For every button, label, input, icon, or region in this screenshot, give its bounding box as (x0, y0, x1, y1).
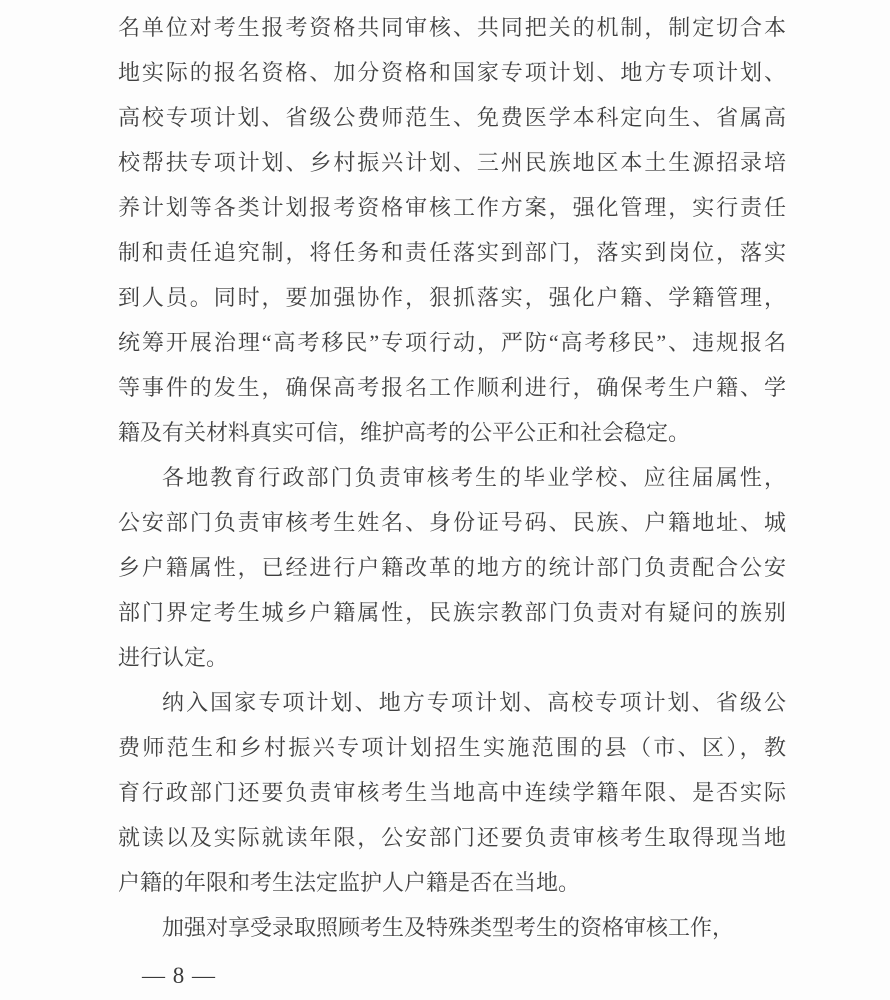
text-line: 育行政部门还要负责审核考生当地高中连续学籍年限、是否实际 (118, 780, 786, 805)
paragraph (118, 905, 786, 950)
paragraph (118, 5, 786, 455)
text-line: 养计划等各类计划报考资格审核工作方案，强化管理，实行责任 (118, 195, 786, 220)
body-text (118, 5, 786, 950)
text-line: 费师范生和乡村振兴专项计划招生实施范围的县（市、区），教 (118, 735, 786, 760)
page-number: — 8 — (142, 963, 216, 988)
paragraph (118, 455, 786, 680)
paragraph (118, 680, 786, 905)
text-line: 户籍的年限和考生法定监护人户籍是否在当地。 (118, 870, 581, 895)
text-line: 到人员。同时，要加强协作，狠抓落实，强化户籍、学籍管理， (118, 285, 786, 310)
text-line: 名单位对考生报考资格共同审核、共同把关的机制，制定切合本 (118, 15, 786, 40)
text-line: 乡户籍属性，已经进行户籍改革的地方的统计部门负责配合公安 (118, 555, 786, 580)
text-line: 校帮扶专项计划、乡村振兴计划、三州民族地区本土生源招录培 (118, 150, 786, 175)
text-line: 籍及有关材料真实可信，维护高考的公平公正和社会稳定。 (118, 420, 691, 445)
text-line: 统筹开展治理“高考移民”专项行动，严防“高考移民”、违规报名 (118, 330, 786, 355)
text-line: 就读以及实际就读年限，公安部门还要负责审核考生取得现当地 (118, 825, 786, 850)
text-line: 公安部门负责审核考生姓名、身份证号码、民族、户籍地址、城 (118, 510, 786, 535)
text-line: 高校专项计划、省级公费师范生、免费医学本科定向生、省属高 (118, 105, 786, 130)
text-line: 进行认定。 (118, 645, 229, 670)
text-line: 加强对享受录取照顾考生及特殊类型考生的资格审核工作， (162, 915, 735, 940)
text-line: 地实际的报名资格、加分资格和国家专项计划、地方专项计划、 (118, 60, 786, 85)
text-line: 等事件的发生，确保高考报名工作顺利进行，确保考生户籍、学 (118, 375, 786, 400)
text-line: 各地教育行政部门负责审核考生的毕业学校、应往届属性， (162, 465, 786, 490)
text-line: 纳入国家专项计划、地方专项计划、高校专项计划、省级公 (162, 690, 786, 715)
text-line: 部门界定考生城乡户籍属性，民族宗教部门负责对有疑问的族别 (118, 600, 786, 625)
text-line: 制和责任追究制，将任务和责任落实到部门，落实到岗位，落实 (118, 240, 786, 265)
